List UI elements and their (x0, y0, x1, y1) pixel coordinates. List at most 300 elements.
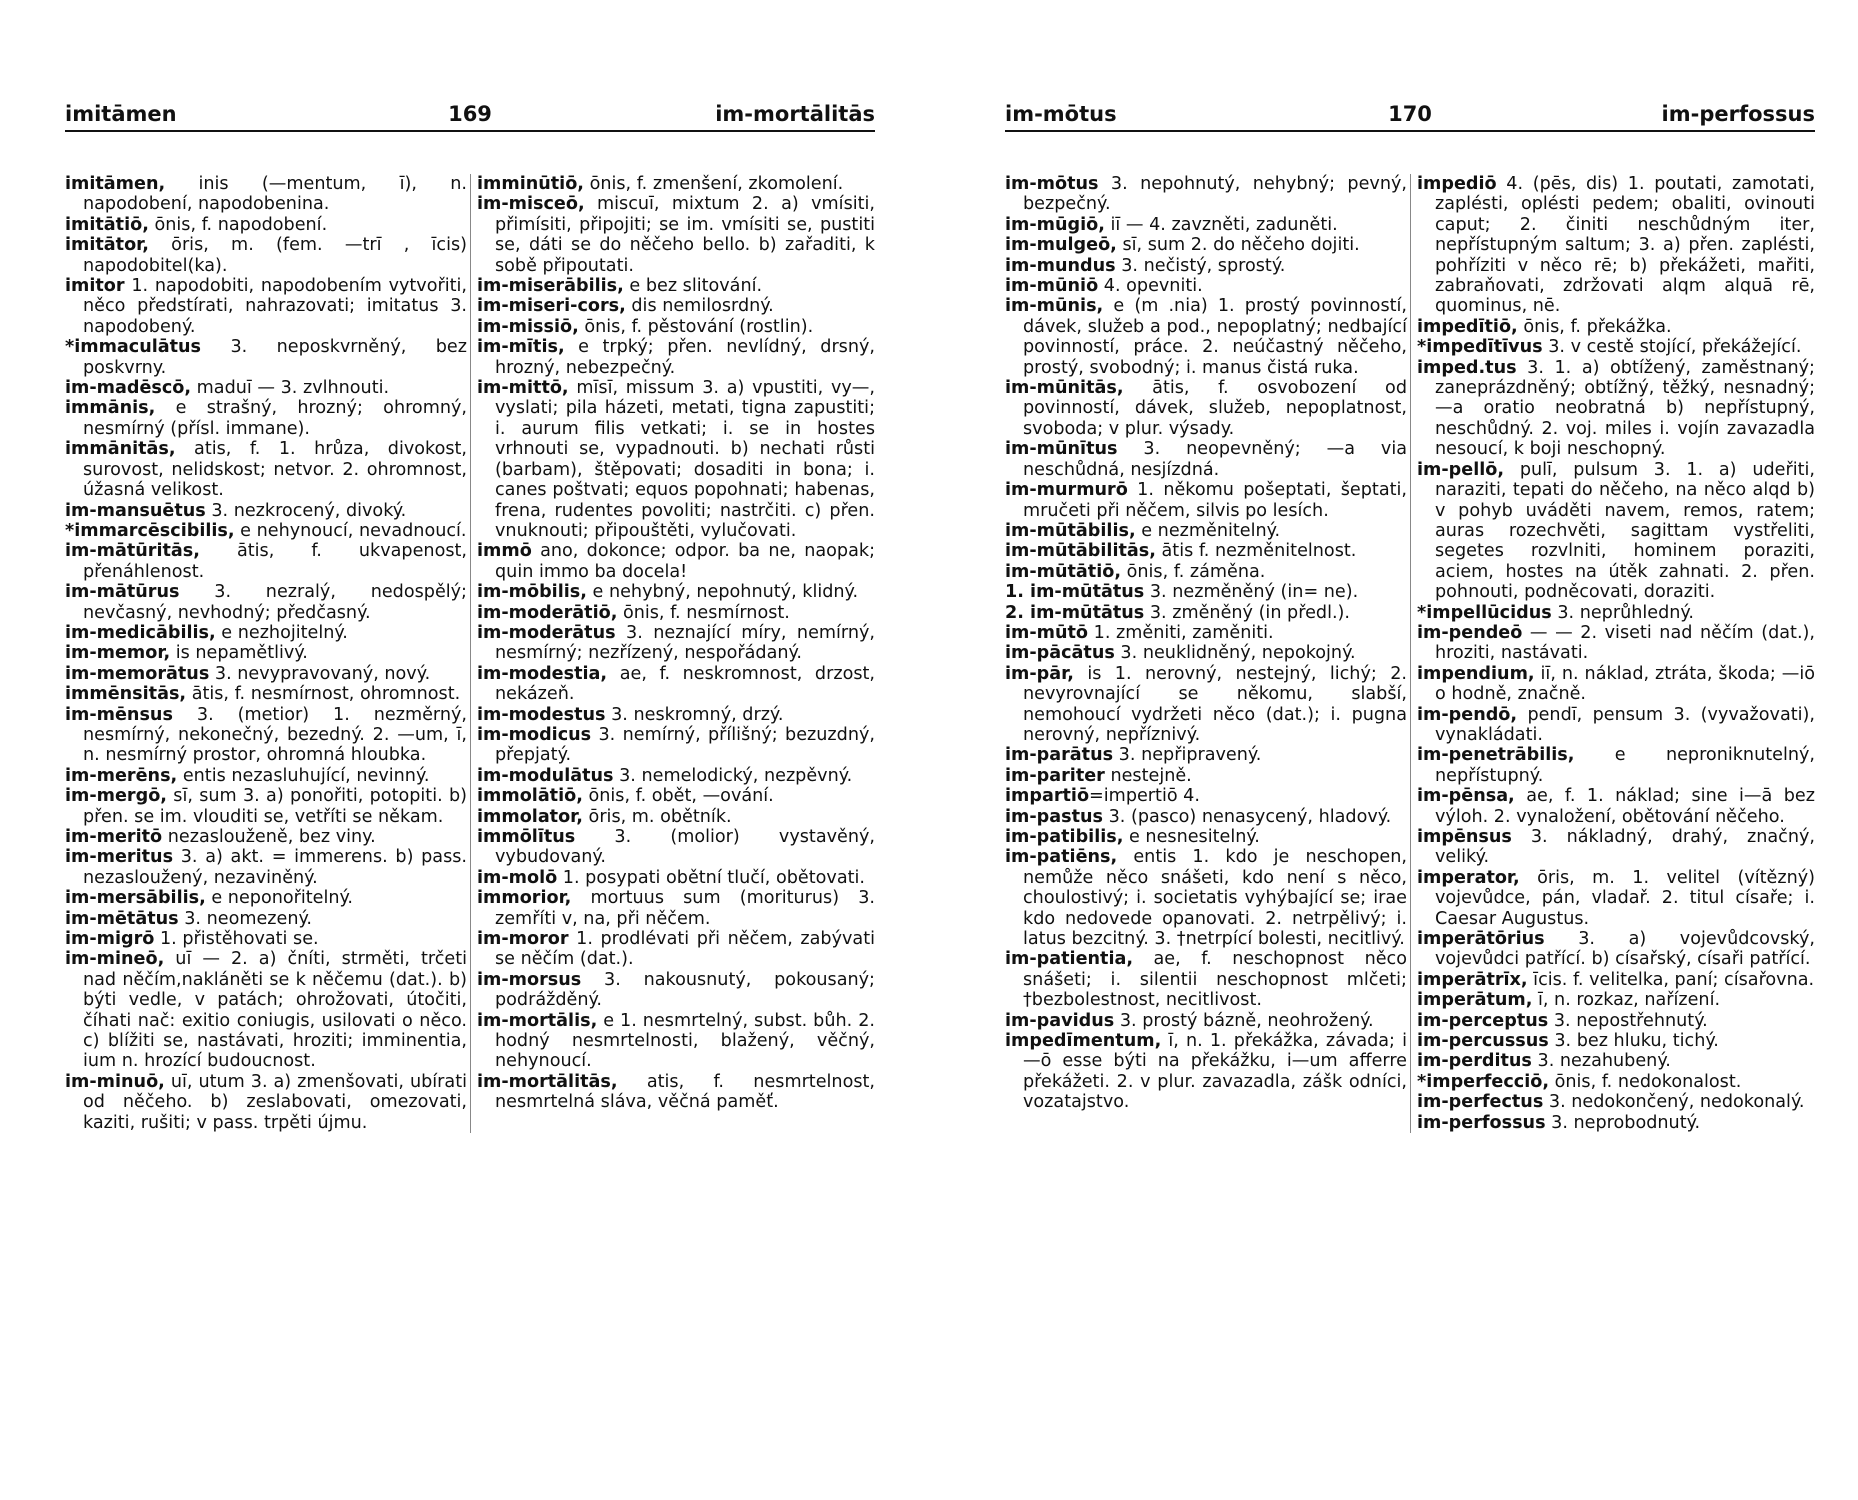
entry-definition: iī — 4. zavzněti, zaduněti. (1104, 214, 1338, 235)
dictionary-entry (1417, 1031, 1815, 1051)
dictionary-entry (65, 684, 467, 704)
entry-definition: iī, n. náklad, ztráta, škoda; —iō o hodně, značně. (1435, 663, 1815, 705)
entry-definition: sī, sum 2. do něčeho dojiti. (1116, 235, 1360, 256)
entry-headword: im-meritō (65, 827, 163, 847)
entry-headword: im-miseri-cors, (477, 296, 626, 317)
entry-headword: im-meritus (65, 847, 174, 868)
entry-headword: im-mūnis, (1005, 296, 1104, 317)
dictionary-entry (1005, 215, 1407, 235)
running-head-last: im-perfossus (1661, 102, 1815, 126)
dictionary-entry (477, 1072, 875, 1113)
entry-definition: 3. 1. a) obtížený, zaměstnaný; zaneprázdněný; obtížný, těžký, nesnadný; —a oratio neobratná b) nepřístupný, neschůdný. 2. voj. miles i. vojín zavazadla nesoucí, k boji neschopný. (1435, 357, 1815, 460)
entry-headword: impēnsus (1417, 827, 1512, 847)
dictionary-entry (477, 174, 875, 194)
entry-headword: immorior, (477, 888, 572, 909)
entry-definition: ōnis, f. napodobení. (148, 214, 328, 235)
entry-headword: *impellūcidus (1417, 602, 1552, 623)
dictionary-entry (1417, 827, 1815, 868)
entry-headword: im-modulātus (477, 765, 614, 786)
dictionary-entry (65, 1072, 467, 1133)
dictionary-entry (1417, 868, 1815, 929)
dictionary-entry (477, 337, 875, 378)
dictionary-entry (1417, 317, 1815, 337)
entry-definition: inis (—mentum, ī), n. napodobení, napodobenina. (83, 174, 467, 215)
dictionary-entry (1417, 460, 1815, 603)
entry-definition: ae, f. neschopnost něco snášeti; i. silentii neschopnost mlčeti; †bezbolestnost, necitlivost. (1023, 949, 1407, 1011)
entry-definition: 3. nezkrocený, divoký. (205, 500, 407, 521)
running-head-last: im-mortālitās (715, 102, 875, 126)
entry-definition: 3. v cestě stojící, překážející. (1542, 337, 1802, 358)
entry-headword: im-modestus (477, 704, 606, 725)
dictionary-entry (1417, 786, 1815, 827)
dictionary-entry (477, 725, 875, 766)
entry-headword: im-mersābilis, (65, 888, 206, 909)
entry-headword: im-memorātus (65, 663, 210, 684)
dictionary-entry (477, 317, 875, 337)
entry-definition: 3. neprobodnutý. (1545, 1112, 1701, 1133)
dictionary-entry (1417, 929, 1815, 970)
dictionary-entry (65, 235, 467, 276)
dictionary-entry (1005, 1031, 1407, 1113)
entry-definition: 3. neopevněný; —a via neschůdná, nesjízdná. (1023, 439, 1407, 480)
dictionary-entry (1005, 949, 1407, 1010)
entry-headword: im-pavidus (1005, 1010, 1115, 1031)
dictionary-entry (1005, 745, 1407, 765)
entry-headword: im-mansuētus (65, 500, 206, 521)
entry-headword: immānis, (65, 398, 156, 419)
entry-definition: — — 2. viseti nad něčím (dat.), hroziti, nastávati. (1435, 622, 1815, 664)
entry-definition: ōris, m. (fem. —trī , īcis) napodobitel(ka). (83, 235, 467, 276)
right-page-header (1005, 100, 1815, 132)
entry-definition: e neponořitelný. (205, 888, 354, 909)
dictionary-entry (1417, 1113, 1815, 1133)
entry-headword: imitor (65, 276, 125, 297)
right-page-column-2 (1410, 174, 1815, 1133)
entry-definition: īcis. f. velitelka, paní; císařovna. (1527, 969, 1815, 990)
entry-definition: 1. změniti, zaměniti. (1088, 622, 1274, 643)
entry-headword: im-mātūrus (65, 582, 180, 603)
dictionary-entry (477, 276, 875, 296)
dictionary-entry (477, 541, 875, 582)
entry-headword: im-patiēns, (1005, 847, 1118, 868)
entry-headword: imperator, (1417, 867, 1520, 888)
entry-definition: 3. neprůhledný. (1551, 602, 1694, 623)
entry-definition: ōnis, f. záměna. (1121, 561, 1266, 582)
entry-definition: e nezměnitelný. (1135, 520, 1281, 541)
entry-definition: 4. (pēs, dis) 1. poutati, zamotati, zaplésti, oplésti pedem; obaliti, ovinouti caput; 2. činiti neschůdným iter, nepřístupným saltum; 3. a) přen. zaplésti, pohříziti v něco rē; b) překážeti, mařiti, zabraňovati, zdržovati alqm alquā rē, quominus, nē. (1435, 174, 1815, 317)
dictionary-entry (1417, 664, 1815, 705)
entry-headword: im-missiō, (477, 316, 579, 337)
entry-headword: im-mūgiō, (1005, 214, 1105, 235)
entry-headword: im-mittō, (477, 378, 569, 399)
right-page (1005, 100, 1815, 1133)
dictionary-entry (477, 582, 875, 602)
entry-definition: 3. a) vojevůdcovský, vojevůdci patřící. b) císařský, císaři patřící. (1435, 929, 1815, 970)
dictionary-entry (477, 623, 875, 664)
entry-definition: e nehynoucí, nevadnoucí. (234, 520, 467, 541)
dictionary-entry (1417, 358, 1815, 460)
entry-definition: e strašný, hrozný; ohromný, nesmírný (přísl. immane). (83, 398, 467, 439)
dictionary-entry (65, 888, 467, 908)
dictionary-entry (1005, 827, 1407, 847)
entry-headword: im-perditus (1417, 1051, 1532, 1072)
entry-definition: ī, n. 1. překážka, závada; i—ō esse býti na překážku, i—um afferre překážeti. 2. v plur. zavazadla, zášk odníci, vozatajstvo. (1023, 1031, 1407, 1113)
entry-headword: immolator, (477, 806, 583, 827)
dictionary-entry (1417, 705, 1815, 746)
entry-headword: *immarcēscibilis, (65, 520, 235, 541)
entry-definition: e 1. nesmrtelný, subst. bůh. 2. hodný nesmrtelnosti, blažený, věčný, nehynoucí. (495, 1010, 875, 1072)
entry-definition: 3. nedokončený, nedokonalý. (1543, 1092, 1805, 1113)
entry-headword: im-moderātiō, (477, 602, 618, 623)
entry-definition: 1. posypati obětní tlučí, obětovati. (557, 867, 865, 888)
page-number: 169 (448, 102, 492, 126)
entry-headword: imped.tus (1417, 357, 1517, 378)
entry-headword: im-moror (477, 929, 569, 950)
entry-definition: ātis f. nezměnitelnost. (1155, 541, 1357, 562)
entry-definition: is 1. nerovný, nestejný, lichý; 2. nevyrovnající se někomu, slabší, nemohoucí vydržeti něco (dat.); i. pugna nerovný, nepříznivý. (1023, 663, 1407, 745)
entry-definition: 1. přistěhovati se. (154, 929, 319, 950)
entry-definition: ātis, f. ukvapenost, přenáhlenost. (83, 541, 467, 582)
entry-headword: im-mītis, (477, 337, 565, 358)
dictionary-entry (65, 378, 467, 398)
entry-definition: 3. nezměněný (in= ne). (1144, 582, 1359, 603)
dictionary-entry (65, 521, 467, 541)
dictionary-entry (65, 541, 467, 582)
dictionary-entry (1417, 990, 1815, 1010)
entry-definition: 3. nezralý, nedospělý; nevčasný, nevhodný; předčasný. (83, 582, 467, 623)
dictionary-entry (477, 603, 875, 623)
entry-headword: imperātōrius (1417, 929, 1545, 950)
entry-headword: im-mergō, (65, 786, 167, 807)
entry-definition: mortuus sum (moriturus) 3. zemříti v, na, při něčem. (495, 888, 875, 929)
left-page-header (65, 100, 875, 132)
entry-definition: ōnis, f. zmenšení, zkomolení. (584, 174, 844, 194)
entry-headword: im-medicābilis, (65, 622, 216, 643)
entry-definition: 4. opevniti. (1098, 276, 1203, 297)
entry-definition: ātis, f. osvobození od povinností, dávek, služeb, nepoplatnost, svoboda; v plur. výsady. (1023, 378, 1407, 439)
entry-headword: imitātiō, (65, 214, 149, 235)
entry-definition: 3. nemírný, přílišný; bezuzdný, přepjatý. (495, 724, 875, 766)
entry-headword: im-perceptus (1417, 1010, 1549, 1031)
dictionary-entry (65, 439, 467, 500)
dictionary-entry (65, 582, 467, 623)
dictionary-entry (1005, 603, 1407, 623)
entry-definition: 3. neposkvrněný, bez poskvrny. (83, 337, 467, 378)
entry-headword: im-mēnsus (65, 704, 173, 725)
dictionary-entry (1005, 296, 1407, 378)
entry-definition: ōnis, f. obět, —ování. (582, 786, 774, 807)
entry-definition: 3. neuklidněný, nepokojný. (1114, 643, 1356, 664)
running-head-first: imitāmen (65, 102, 177, 126)
entry-definition: 3. nevypravovaný, nový. (209, 663, 431, 684)
entry-headword: im-morsus (477, 969, 582, 990)
entry-definition: 1. někomu pošeptati, šeptati, mručeti při něčem, silvis po lesích. (1023, 480, 1407, 521)
entry-headword: *immaculātus (65, 337, 202, 358)
entry-headword: im-parātus (1005, 745, 1114, 766)
entry-headword: immolātiō, (477, 786, 583, 807)
dictionary-entry (65, 786, 467, 827)
right-page-column-1 (1005, 174, 1407, 1133)
entry-definition: entis 1. kdo je neschopen, nemůže něco snášeti, kdo není s něco, choulostivý; i. societatis vyhýbající se; irae kdo nedovede opanovati. 2. netrpělivý; i. latus bezcitný. 3. †netrpící bolesti, necitlivý. (1023, 847, 1407, 950)
dictionary-entry (1005, 480, 1407, 521)
entry-definition: ōnis, f. nesmírnost. (617, 602, 790, 623)
entry-definition: nezaslouženě, bez viny. (162, 827, 376, 847)
entry-headword: im-miserābilis, (477, 276, 624, 297)
entry-headword: im-pendō, (1417, 704, 1518, 725)
entry-definition: dis nemilosrdný. (625, 296, 774, 317)
dictionary-entry (477, 766, 875, 786)
dictionary-entry (65, 909, 467, 929)
dictionary-entry (1417, 745, 1815, 786)
entry-definition: is nepamětlivý. (170, 643, 308, 664)
dictionary-entry (1005, 664, 1407, 746)
dictionary-entry (1005, 766, 1407, 786)
entry-headword: immēnsitās, (65, 684, 187, 705)
entry-headword: im-memor, (65, 643, 171, 664)
entry-headword: impedīmentum, (1005, 1031, 1162, 1052)
entry-headword: im-mūtābilitās, (1005, 541, 1156, 562)
dictionary-entry (1005, 623, 1407, 643)
dictionary-entry (65, 847, 467, 888)
dictionary-entry (65, 215, 467, 235)
entry-definition: e nesnesitelný. (1123, 827, 1260, 847)
entry-headword: immōlītus (477, 827, 576, 847)
running-head-first: im-mōtus (1005, 102, 1117, 126)
entry-headword: im-pellō, (1417, 459, 1505, 480)
left-page-column-1 (65, 174, 467, 1133)
entry-headword: im-mūtābilis, (1005, 520, 1136, 541)
entry-headword: im-mūnitās, (1005, 378, 1124, 399)
dictionary-entry (1005, 847, 1407, 949)
entry-definition: mīsī, missum 3. a) vpustiti, vy—, vyslati; pila házeti, metati, tigna zapustiti; i. aurum filis vetkati; i. se in hostes vrhnouti se, vypadnouti. b) nechati růsti (barbam), štěpovati; dosaditi in bona; i. canes poštvati; equos popohnati; habenas, frena, rudentes povoliti; nastrčiti. c) přen. vnuknouti; připouštěti, vylučovati. (495, 378, 875, 541)
dictionary-entry (477, 868, 875, 888)
dictionary-entry (1417, 970, 1815, 990)
entry-headword: im-patientia, (1005, 949, 1134, 970)
dictionary-entry (1005, 174, 1407, 215)
entry-definition: 3. neznající míry, nemírný, nesmírný; nezřízený, nespořádaný. (495, 622, 875, 664)
dictionary-entry (1005, 807, 1407, 827)
entry-definition: 3. nepřipravený. (1113, 745, 1262, 766)
entry-definition: maduī — 3. zvlhnouti. (191, 378, 390, 399)
entry-definition: =impertiō 4. (1089, 786, 1200, 807)
dictionary-entry (1417, 1092, 1815, 1112)
dictionary-entry (1417, 1011, 1815, 1031)
entry-definition: ōris, m. 1. velitel (vítězný) vojevůdce, pán, vladař. 2. titul císaře; i. Caesar Augustus. (1435, 867, 1815, 929)
entry-headword: im-penetrābilis, (1417, 745, 1575, 766)
entry-headword: im-migrō (65, 929, 155, 950)
entry-headword: 1. im-mūtātus (1005, 582, 1145, 603)
entry-definition: 3. neomezený. (178, 908, 313, 929)
dictionary-entry (1005, 439, 1407, 480)
dictionary-entry (65, 705, 467, 766)
left-page (65, 100, 875, 1133)
entry-definition: 3. nezahubený. (1531, 1051, 1671, 1072)
dictionary-entry (477, 378, 875, 541)
entry-definition: e neproniknutelný, nepřístupný. (1435, 745, 1815, 786)
entry-definition: 3. nemelodický, nezpěvný. (613, 765, 853, 786)
entry-definition: 1. prodlévati při něčem, zabývati se něčím (dat.). (495, 929, 875, 970)
entry-headword: im-pār, (1005, 663, 1074, 684)
dictionary-entry (1417, 174, 1815, 317)
entry-definition: entis nezasluhující, nevinný. (177, 765, 430, 786)
dictionary-entry (1417, 623, 1815, 664)
dictionary-entry (1005, 276, 1407, 296)
entry-definition: 3. (pasco) nenasycený, hladový. (1103, 806, 1392, 827)
entry-headword: im-misceō, (477, 194, 585, 215)
dictionary-entry (65, 643, 467, 663)
entry-headword: impediō (1417, 174, 1497, 194)
entry-headword: im-mōbilis, (477, 582, 587, 603)
dictionary-entry (477, 827, 875, 868)
entry-headword: im-modestia, (477, 663, 608, 684)
entry-definition: 3. nakousnutý, pokousaný; podrážděný. (495, 969, 875, 1011)
entry-headword: im-mūtō (1005, 622, 1089, 643)
entry-definition: ōnis, f. nedokonalost. (1549, 1071, 1742, 1092)
entry-headword: im-mineō, (65, 949, 165, 970)
dictionary-entry (1417, 603, 1815, 623)
dictionary-entry (477, 807, 875, 827)
entry-headword: im-pēnsa, (1417, 786, 1515, 807)
entry-headword: im-mūtātiō, (1005, 561, 1122, 582)
entry-headword: im-mūnītus (1005, 439, 1118, 460)
entry-headword: im-mortālitās, (477, 1071, 618, 1092)
dictionary-entry (65, 501, 467, 521)
entry-headword: im-molō (477, 867, 558, 888)
entry-headword: im-patibilis, (1005, 827, 1124, 847)
entry-definition: uī, utum 3. a) zmenšovati, ubírati od něčeho. b) zeslabovati, omezovati, kaziti, rušiti; v pass. trpěti újmu. (83, 1071, 467, 1133)
entry-definition: pendī, pensum 3. (vyvažovati), vynakládati. (1435, 704, 1815, 745)
entry-definition: ano, dokonce; odpor. ba ne, naopak; quin immo ba docela! (495, 541, 875, 582)
entry-definition: pulī, pulsum 3. 1. a) udeřiti, naraziti, tepati do něčeho, na něco alqd b) v pohyb uváděti navem, remos, ratem; auras rozechvěti, sagittam vystřeliti, segetes rozvlniti, hominem poraziti, aciem, hostes na útěk zahnati. 2. přen. pohnouti, podněcovati, doraziti. (1435, 459, 1815, 603)
entry-headword: imminūtiō, (477, 174, 584, 194)
dictionary-entry (477, 888, 875, 929)
entry-definition: ōnis, f. překážka. (1517, 316, 1672, 337)
entry-headword: im-mētātus (65, 908, 179, 929)
entry-definition: atis, f. 1. hrůza, divokost, surovost, nelidskost; netvor. 2. ohromnost, úžasná velikost. (83, 439, 467, 501)
entry-headword: impedītiō, (1417, 316, 1518, 337)
dictionary-entry (65, 827, 467, 847)
dictionary-entry (477, 970, 875, 1011)
entry-definition: 1. napodobiti, napodobením vytvořiti, něco předstírati, nahrazovati; imitatus 3. napodobený. (83, 276, 467, 337)
dictionary-entry (65, 623, 467, 643)
entry-definition: ōnis, f. pěstování (rostlin). (578, 316, 814, 337)
dictionary-entry (1005, 582, 1407, 602)
entry-headword: im-merēns, (65, 765, 178, 786)
dictionary-entry (1417, 1051, 1815, 1071)
entry-headword: im-pastus (1005, 806, 1104, 827)
entry-definition: sī, sum 3. a) ponořiti, potopiti. b) přen. se im. vlouditi se, vetříti se někam. (83, 786, 467, 827)
entry-headword: imitāmen, (65, 174, 166, 194)
entry-headword: im-perfectus (1417, 1092, 1544, 1113)
entry-headword: im-mundus (1005, 255, 1116, 276)
dictionary-entry (1417, 1072, 1815, 1092)
entry-definition: e nehybný, nepohnutý, klidný. (586, 582, 859, 603)
entry-headword: im-mātūritās, (65, 541, 200, 562)
dictionary-entry (1417, 337, 1815, 357)
entry-headword: imitātor, (65, 235, 149, 256)
entry-headword: im-perfossus (1417, 1112, 1546, 1133)
entry-definition: 3. neskromný, drzý. (605, 704, 784, 725)
entry-definition: 3. a) akt. = immerens. b) pass. nezasloužený, nezaviněný. (83, 847, 467, 888)
entry-definition: ae, f. neskromnost, drzost, nekázeň. (495, 663, 875, 705)
dictionary-entry (477, 786, 875, 806)
entry-headword: im-modicus (477, 724, 592, 745)
dictionary-entry (65, 766, 467, 786)
dictionary-entry (477, 664, 875, 705)
dictionary-entry (1005, 541, 1407, 561)
entry-definition: nestejně. (1104, 765, 1192, 786)
entry-headword: im-percussus (1417, 1031, 1549, 1052)
dictionary-entry (65, 664, 467, 684)
dictionary-entry (65, 929, 467, 949)
entry-headword: impartiō (1005, 786, 1090, 807)
dictionary-entry (65, 174, 467, 215)
entry-headword: immānitās, (65, 439, 176, 460)
dictionary-entry (65, 949, 467, 1071)
entry-definition: atis, f. nesmrtelnost, nesmrtelná sláva, věčná paměť. (495, 1071, 875, 1113)
entry-headword: imperātum, (1417, 990, 1533, 1011)
dictionary-entry (65, 337, 467, 378)
left-page-column-2 (470, 174, 875, 1133)
dictionary-entry (65, 398, 467, 439)
dictionary-entry (477, 296, 875, 316)
dictionary-entry (1005, 643, 1407, 663)
dictionary-entry (1005, 521, 1407, 541)
entry-definition: ae, f. 1. náklad; sine i—ā bez výloh. 2. vynaložení, obětování něčeho. (1435, 786, 1815, 827)
dictionary-entry (1005, 786, 1407, 806)
entry-headword: im-mūniō (1005, 276, 1099, 297)
dictionary-entry (1005, 1011, 1407, 1031)
dictionary-entry (477, 194, 875, 276)
entry-definition: 3. nečistý, sprostý. (1115, 255, 1286, 276)
entry-definition: ōris, m. obětník. (582, 806, 732, 827)
dictionary-entry (477, 705, 875, 725)
entry-headword: im-pendeō (1417, 622, 1523, 643)
entry-headword: im-mōtus (1005, 174, 1099, 194)
dictionary-entry (477, 1011, 875, 1072)
entry-headword: imperātrīx, (1417, 969, 1528, 990)
entry-headword: im-murmurō (1005, 480, 1128, 501)
entry-definition: 3. (metior) 1. nezměrný, nesmírný, nekonečný, bezedný. 2. —um, ī, n. nesmírný prostor, ohromná hloubka. (83, 704, 467, 766)
entry-definition: ātis, f. nesmírnost, ohromnost. (186, 684, 461, 705)
entry-definition: uī — 2. a) čníti, strměti, trčeti nad něčím,nakláněti se k něčemu (dat.). b) býti vedle, v patách; ohrožovati, útočiti, číhati nač: exitio coniugis, usilovati o něco. c) blížiti se, nastávati, hroziti; imminentia, ium n. hrozící budoucnost. (83, 949, 467, 1072)
page-number: 170 (1388, 102, 1432, 126)
dictionary-entry (1005, 256, 1407, 276)
entry-definition: ī, n. rozkaz, nařízení. (1532, 990, 1721, 1011)
entry-definition: 3. nákladný, drahý, značný, veliký. (1435, 827, 1815, 868)
entry-definition: 3. prostý bázně, neohrožený. (1114, 1010, 1374, 1031)
entry-headword: im-mortālis, (477, 1010, 598, 1031)
entry-headword: im-mulgeō, (1005, 235, 1117, 256)
entry-definition: e trpký; přen. nevlídný, drsný, hrozný, nebezpečný. (495, 337, 875, 378)
entry-headword: im-pariter (1005, 765, 1105, 786)
entry-headword: im-madēscō, (65, 378, 192, 399)
dictionary-entry (1005, 378, 1407, 439)
dictionary-entry (65, 276, 467, 337)
entry-definition: 3. nepostřehnutý. (1548, 1010, 1708, 1031)
entry-headword: *impedītīvus (1417, 337, 1543, 358)
entry-definition: e nezhojitelný. (215, 622, 348, 643)
entry-definition: e bez slitování. (623, 276, 763, 297)
entry-definition: 3. nepohnutý, nehybný; pevný, bezpečný. (1023, 174, 1407, 215)
dictionary-entry (477, 929, 875, 970)
entry-definition: miscuī, mixtum 2. a) vmísiti, přimísiti, připojiti; se im. vmísiti se, pustiti se, dáti se do něčeho bello. b) zařaditi, k sobě připoutati. (495, 194, 875, 276)
entry-headword: im-moderātus (477, 622, 616, 643)
entry-headword: *imperfecciō, (1417, 1071, 1550, 1092)
dictionary-entry (1005, 562, 1407, 582)
entry-headword: 2. im-mūtātus (1005, 602, 1145, 623)
entry-headword: immō (477, 541, 532, 562)
